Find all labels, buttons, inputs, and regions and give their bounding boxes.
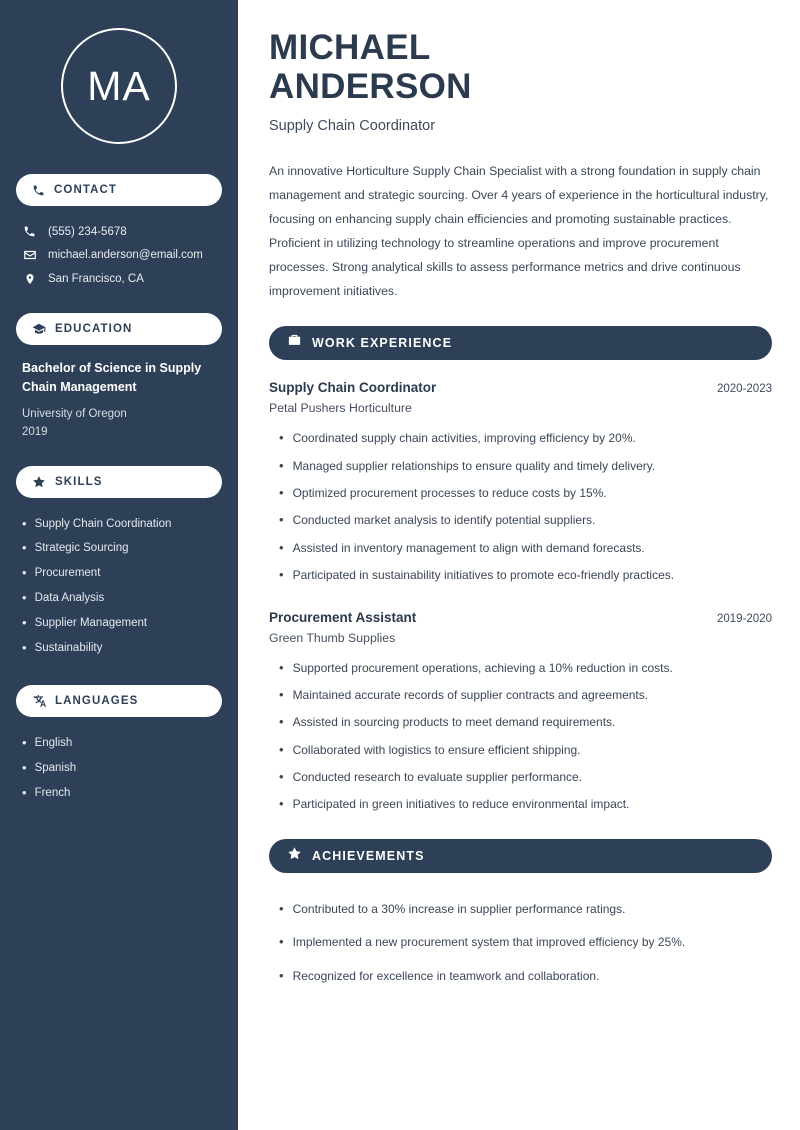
experience-header xyxy=(269,610,772,625)
list-item xyxy=(269,480,772,507)
bullet-text: Conducted market analysis to identify potential suppliers. xyxy=(292,513,596,528)
skill-label: Procurement xyxy=(34,567,101,580)
bullet-text: Conducted research to evaluate supplier performance. xyxy=(292,770,583,785)
skills-heading xyxy=(16,466,222,498)
experience-bullets xyxy=(269,655,772,819)
languages-list xyxy=(16,731,222,806)
bullet-text: Implemented a new procurement system that improved efficiency by 25%. xyxy=(292,935,686,950)
bullet-dot: • xyxy=(279,512,284,528)
briefcase-icon xyxy=(287,333,302,353)
list-item xyxy=(18,586,220,611)
list-item xyxy=(18,512,220,537)
bullet-text: Participated in green initiatives to reduce environmental impact. xyxy=(292,797,630,812)
experience-company: Green Thumb Supplies xyxy=(269,630,396,645)
bullet-dot: • xyxy=(279,686,284,702)
list-item xyxy=(269,562,772,589)
contact-phone-value: (555) 234-5678 xyxy=(48,225,127,238)
professional-summary: An innovative Horticulture Supply Chain Specialist with a strong foundation in supply chain management and strategic sourcing. Over 4 years of experience in the horticultural industry, focusing on enhancing supply chain efficiencies and promoting sustainable practices. Proficient in utilizing technology to streamline operations and improve procurement processes. Strong analytical skills to assess performance metrics and drive continuous improvement initiatives. xyxy=(269,164,769,299)
education-heading-label: EDUCATION xyxy=(55,323,133,335)
envelope-icon xyxy=(22,248,37,262)
experience-role: Supply Chain Coordinator xyxy=(269,380,437,396)
bullet-text: Maintained accurate records of supplier contracts and agreements. xyxy=(292,687,649,702)
headline-title: Supply Chain Coordinator xyxy=(269,118,436,135)
list-item xyxy=(269,926,772,959)
experience-company: Petal Pushers Horticulture xyxy=(269,401,412,416)
bullet-dot: • xyxy=(279,900,284,916)
bullet-dot: • xyxy=(22,540,27,556)
bullet-dot: • xyxy=(279,539,284,555)
bullet-text: Collaborated with logistics to ensure efficient shipping. xyxy=(292,742,581,757)
list-item xyxy=(18,781,220,806)
skills-list xyxy=(16,512,222,662)
languages-heading-label: LANGUAGES xyxy=(55,695,139,708)
skills-heading-label: SKILLS xyxy=(55,475,103,488)
list-item xyxy=(18,561,220,586)
bullet-dot: • xyxy=(279,769,284,785)
main-content xyxy=(238,0,800,1130)
skill-label: Supply Chain Coordination xyxy=(34,517,172,530)
bullet-dot: • xyxy=(279,934,284,950)
skill-label: Strategic Sourcing xyxy=(34,542,129,555)
bullet-dot: • xyxy=(279,484,284,500)
work-experience-heading-label: WORK EXPERIENCE xyxy=(312,336,453,351)
star-icon xyxy=(287,846,302,866)
bullet-text: Managed supplier relationships to ensure quality and timely delivery. xyxy=(292,458,656,473)
list-item xyxy=(18,731,220,756)
contact-heading-label: CONTACT xyxy=(54,184,118,196)
location-pin-icon xyxy=(22,272,37,286)
bullet-dot: • xyxy=(279,567,284,583)
contact-location[interactable] xyxy=(16,267,222,291)
bullet-dot: • xyxy=(279,430,284,446)
experience-role: Procurement Assistant xyxy=(269,609,417,625)
phone-icon xyxy=(32,184,45,197)
page-title xyxy=(269,28,772,106)
star-icon xyxy=(32,475,46,489)
contact-email-value: michael.anderson@email.com xyxy=(48,249,203,261)
bullet-text: Participated in sustainability initiatives to promote eco-friendly practices. xyxy=(292,568,675,583)
bullet-dot: • xyxy=(279,741,284,757)
bullet-text: Contributed to a 30% increase in supplier performance ratings. xyxy=(292,901,626,916)
work-experience-heading xyxy=(269,326,772,360)
sidebar xyxy=(0,0,238,1130)
bullet-dot: • xyxy=(279,796,284,812)
list-item xyxy=(18,756,220,781)
bullet-dot: • xyxy=(22,735,27,751)
contact-list xyxy=(16,220,222,291)
bullet-dot: • xyxy=(22,640,27,656)
language-label: Spanish xyxy=(34,762,77,775)
bullet-dot: • xyxy=(22,515,27,531)
achievements-list xyxy=(269,893,772,993)
bullet-text: Assisted in sourcing products to meet demand requirements. xyxy=(292,715,616,730)
experience-header xyxy=(269,380,772,395)
bullet-dot: • xyxy=(279,457,284,473)
list-item xyxy=(269,709,772,736)
list-item xyxy=(269,737,772,764)
achievements-heading-label: ACHIEVEMENTS xyxy=(312,848,425,863)
bullet-dot: • xyxy=(22,590,27,606)
avatar-container xyxy=(16,28,222,144)
experience-dates: 2020-2023 xyxy=(717,383,772,396)
education-degree: Bachelor of Science in Supply Chain Management xyxy=(22,361,202,395)
list-item xyxy=(269,764,772,791)
bullet-dot: • xyxy=(22,565,27,581)
bullet-dot: • xyxy=(279,967,284,983)
education-entry xyxy=(16,359,222,442)
skill-label: Sustainability xyxy=(34,642,103,655)
list-item xyxy=(18,611,220,636)
bullet-text: Recognized for excellence in teamwork and collaboration. xyxy=(292,968,600,983)
achievements-heading xyxy=(269,839,772,873)
list-item xyxy=(269,960,772,993)
list-item xyxy=(269,507,772,534)
language-label: English xyxy=(34,737,73,750)
bullet-dot: • xyxy=(279,659,284,675)
bullet-text: Coordinated supply chain activities, improving efficiency by 20%. xyxy=(292,431,636,446)
bullet-dot: • xyxy=(22,615,27,631)
education-school: University of Oregon xyxy=(22,407,127,420)
list-item xyxy=(269,453,772,480)
contact-location-value: San Francisco, CA xyxy=(48,273,144,285)
languages-heading xyxy=(16,685,222,717)
list-item xyxy=(269,791,772,818)
bullet-text: Assisted in inventory management to align with demand forecasts. xyxy=(292,540,645,555)
contact-heading xyxy=(16,174,222,206)
skill-label: Data Analysis xyxy=(34,592,105,605)
contact-email[interactable] xyxy=(16,243,222,267)
list-item xyxy=(18,536,220,561)
skill-label: Supplier Management xyxy=(34,617,148,630)
education-heading xyxy=(16,313,222,345)
experience-item xyxy=(269,610,772,819)
last-name: ANDERSON xyxy=(269,67,472,107)
bullet-dot: • xyxy=(22,760,27,776)
bullet-dot: • xyxy=(22,785,27,801)
experience-bullets xyxy=(269,425,772,589)
contact-phone[interactable] xyxy=(16,220,222,243)
bullet-text: Supported procurement operations, achieving a 10% reduction in costs. xyxy=(292,660,673,675)
experience-dates: 2019-2020 xyxy=(717,612,772,625)
list-item xyxy=(269,655,772,682)
bullet-dot: • xyxy=(279,714,284,730)
list-item xyxy=(18,636,220,661)
bullet-text: Optimized procurement processes to reduce costs by 15%. xyxy=(292,485,607,500)
list-item xyxy=(269,535,772,562)
phone-icon xyxy=(22,225,37,238)
translate-icon xyxy=(32,694,46,708)
first-name: MICHAEL xyxy=(269,28,431,67)
avatar-initials: MA xyxy=(61,28,177,144)
graduation-cap-icon xyxy=(32,322,46,336)
list-item xyxy=(269,425,772,452)
list-item xyxy=(269,682,772,709)
experience-item xyxy=(269,380,772,589)
list-item xyxy=(269,893,772,926)
education-year: 2019 xyxy=(22,426,48,439)
language-label: French xyxy=(34,787,71,800)
